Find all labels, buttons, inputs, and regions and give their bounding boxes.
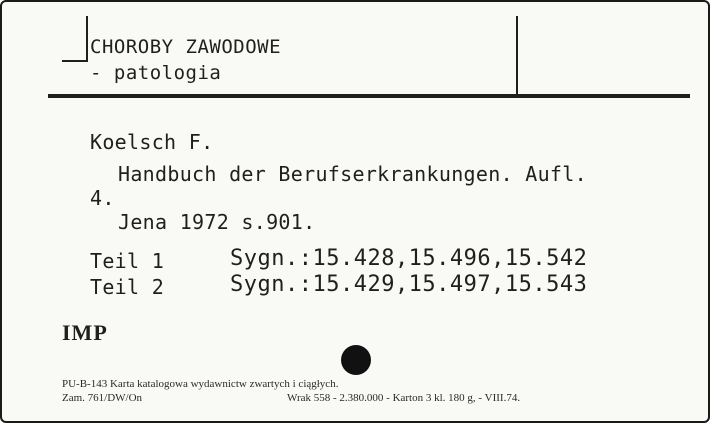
volume-label: Teil 1 [90, 249, 165, 273]
footer-print-info: Wrak 558 - 2.380.000 - Karton 3 kl. 180 g, - VIII.74. [287, 392, 521, 404]
subject-subheading: - patologia [90, 62, 222, 84]
author: Koelsch F. [90, 130, 214, 154]
imprint: Jena 1972 s.901. [118, 210, 316, 234]
title-line-2: 4. [90, 186, 115, 210]
imp-stamp: IMP [62, 320, 108, 345]
footer-card-type: PU-B-143 Karta katalogowa wydawnictw zwartych i ciągłych. [62, 378, 339, 390]
volume-signature: Sygn.:15.428,15.496,15.542 [230, 246, 588, 271]
header-underline-mark [62, 60, 87, 62]
header-rule [48, 94, 690, 98]
punch-hole [341, 345, 371, 375]
volume-label: Teil 2 [90, 275, 165, 299]
title-line-1: Handbuch der Berufserkrankungen. Aufl. [118, 162, 587, 186]
header-column-divider [516, 16, 518, 94]
footer-order-number: Zam. 761/DW/On [62, 392, 143, 404]
volume-signature: Sygn.:15.429,15.497,15.543 [230, 272, 588, 297]
subject-heading: CHOROBY ZAWODOWE [90, 36, 282, 58]
header-tick-line [86, 16, 88, 62]
